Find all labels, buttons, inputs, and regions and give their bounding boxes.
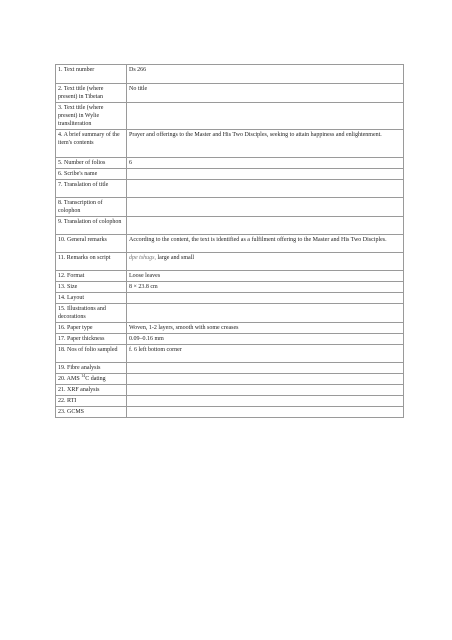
field-label: 6. Scribe's name [56, 169, 127, 180]
table-row [56, 130, 404, 158]
field-value: Ds 266 [127, 65, 404, 84]
field-label: 11. Remarks on script [56, 253, 127, 271]
field-label: 14. Layout [56, 293, 127, 304]
field-value [127, 293, 404, 304]
table-row [56, 180, 404, 198]
field-value [127, 385, 404, 396]
table-row [56, 158, 404, 169]
field-label: 20. AMS $^{14}$C dating [56, 374, 127, 385]
field-value [127, 396, 404, 407]
field-value: 6 [127, 158, 404, 169]
catalogue-table [55, 64, 404, 418]
table-row [56, 65, 404, 84]
table-row [56, 253, 404, 271]
field-label: 13. Size [56, 282, 127, 293]
field-label: 2. Text title (where present) in Tibetan [56, 84, 127, 103]
table-row [56, 363, 404, 374]
table-row [56, 84, 404, 103]
field-label: 5. Number of folios [56, 158, 127, 169]
field-value: f. 6 left bottom corner [127, 345, 404, 363]
field-value [127, 103, 404, 130]
field-label: 17. Paper thickness [56, 334, 127, 345]
table-row [56, 169, 404, 180]
field-value: Prayer and offerings to the Master and His Two Disciples, seeking to attain happiness and enlightenment. [127, 130, 404, 158]
field-label: 18. Nos of folio sampled [56, 345, 127, 363]
table-row [56, 304, 404, 323]
table-row [56, 385, 404, 396]
table-row [56, 374, 404, 385]
field-value: 0.09–0.16 mm [127, 334, 404, 345]
field-value: No title [127, 84, 404, 103]
table-row [56, 407, 404, 418]
field-label: 7. Translation of title [56, 180, 127, 198]
field-label: 21. XRF analysis [56, 385, 127, 396]
field-label: 16. Paper type [56, 323, 127, 334]
field-value: Woven, 1-2 layers, smooth with some creases [127, 323, 404, 334]
table-row [56, 293, 404, 304]
field-value [127, 217, 404, 235]
table-row [56, 198, 404, 217]
field-value: Loose leaves [127, 271, 404, 282]
field-label: 12. Format [56, 271, 127, 282]
table-row [56, 103, 404, 130]
field-label: 4. A brief summary of the item's contents [56, 130, 127, 158]
field-label: 3. Text title (where present) in Wylie transliteration [56, 103, 127, 130]
table-row [56, 235, 404, 253]
field-label: 10. General remarks [56, 235, 127, 253]
field-value: dpe tshugs, large and small [127, 253, 404, 271]
field-value: According to the content, the text is identified as a fulfilment offering to the Master and His Two Disciples. [127, 235, 404, 253]
field-value: 8 × 23.8 cm [127, 282, 404, 293]
table-row [56, 271, 404, 282]
field-label: 19. Fibre analysis [56, 363, 127, 374]
field-value [127, 407, 404, 418]
field-label: 1. Text number [56, 65, 127, 84]
table-row [56, 396, 404, 407]
table-row [56, 345, 404, 363]
field-value [127, 363, 404, 374]
field-label: 15. Illustrations and decorations [56, 304, 127, 323]
table-row [56, 282, 404, 293]
field-value [127, 198, 404, 217]
field-value [127, 374, 404, 385]
table-row [56, 323, 404, 334]
field-label: 8. Transcription of colophon [56, 198, 127, 217]
table-row [56, 217, 404, 235]
field-value [127, 169, 404, 180]
field-label: 22. RTI [56, 396, 127, 407]
field-label: 23. GCMS [56, 407, 127, 418]
field-value [127, 304, 404, 323]
field-label: 9. Translation of colophon [56, 217, 127, 235]
table-row [56, 334, 404, 345]
field-value [127, 180, 404, 198]
